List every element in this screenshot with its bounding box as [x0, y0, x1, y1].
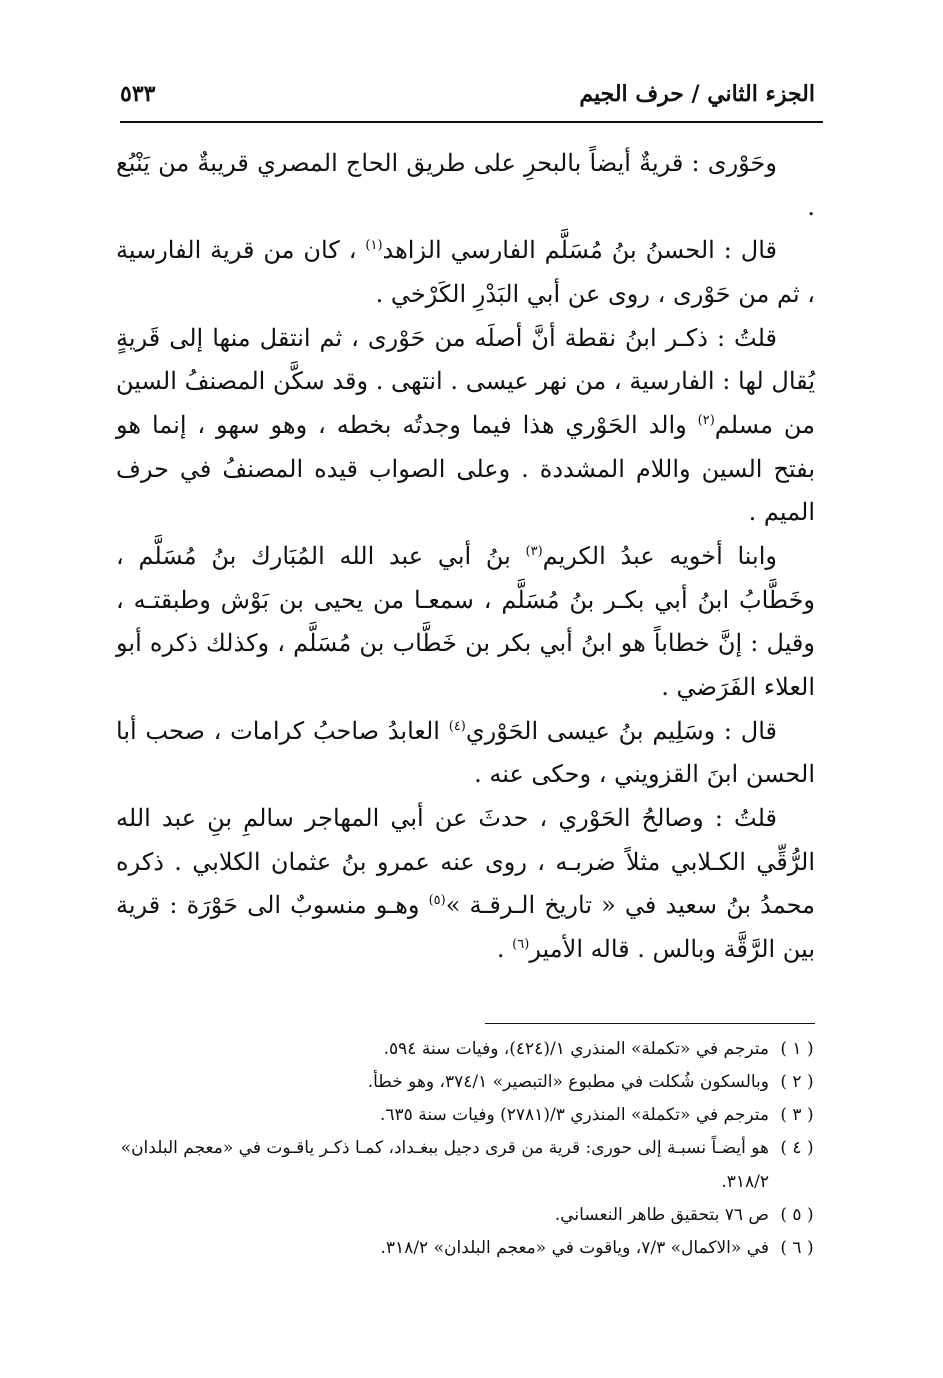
- paragraph-text: وابنا أخويه عبدُ الكريم: [542, 542, 777, 571]
- footnote-ref: (٢): [697, 413, 715, 429]
- footnote-1: [116, 1033, 821, 1066]
- paragraph-hasan-bin-musallam: [116, 229, 815, 316]
- paragraph-hawra: [116, 142, 815, 229]
- footnote-number: ( ٤ ): [780, 1138, 814, 1159]
- footnote-ref: (٤): [448, 718, 466, 734]
- footnote-number: ( ٢ ): [780, 1072, 814, 1093]
- paragraph-abd-al-karim: [116, 535, 815, 710]
- paragraph-text: قلتُ : ذكـر ابنُ نقطة أنَّ أصلَه من حَوْرى ، ثم انتقل منها إلى قَريةٍ يُقال لها : الفارسية ، من نهر عيسى . انتهى . وقد سكَّن المصنفُ السين من مسلم: [116, 323, 815, 440]
- page-number: ٥٣٣: [120, 81, 156, 107]
- header-rule: [120, 121, 823, 123]
- footnote-ref: (٥): [428, 893, 446, 909]
- paragraph-text: ، كان من قرية الفارسية ، ثم من حَوْرى ، روى عن أبي البَدْرِ الكَرْخي .: [116, 236, 815, 309]
- paragraph-text: وهـو منسوبٌ الى حَوْرَة : قرية بين الرَّقَّة وبالس . قاله الأمير: [116, 891, 815, 964]
- footnote-6: [116, 1232, 821, 1265]
- footnotes: [116, 1033, 821, 1265]
- paragraph-text: وحَوْرى : قريةٌ أيضاً بالبحرِ على طريق الحاج المصري قريبةٌ من يَنْبُع .: [116, 149, 815, 221]
- paragraph-ibn-nuqta: [116, 317, 815, 535]
- paragraph-text: والد الحَوْري هذا فيما وجدتُه بخطه ، وهو سهو ، إنما هو بفتح السين واللام المشددة . وعلى الصواب قيده المصنفُ في حرف الميم .: [116, 411, 815, 527]
- paragraph-text: قال : الحسنُ بنُ مُسَلَّم الفارسي الزاهد: [382, 236, 777, 265]
- footnote-text: وبالسكون شُكلت في مطبوع «التبصير» ٣٧٤/١، وهو خطأ.: [367, 1072, 769, 1093]
- footnote-ref: (٦): [512, 937, 530, 953]
- page-header: [120, 74, 815, 114]
- footnote-separator: [485, 1023, 815, 1024]
- footnote-2: [116, 1066, 821, 1099]
- footnote-text: هو أيضـاً نسبـة إلى حورى: قرية من قرى دجيل ببغـداد، كمـا ذكـر ياقـوت في «معجم البلدان» ٣١٨/٢.: [120, 1138, 769, 1192]
- footnote-number: ( ١ ): [780, 1039, 814, 1059]
- paragraph-text: قال : وسَلِيم بنُ عيسى الحَوْري: [465, 716, 777, 745]
- footnote-5: [116, 1199, 821, 1232]
- footnote-number: ( ٣ ): [780, 1105, 814, 1126]
- footnote-3: [116, 1099, 821, 1132]
- paragraph-text: قلتُ : وصالحُ الحَوْري ، حدثَ عن أبي المهاجر سالمِ بنِ عبد الله الرُّقِّي الكـلابي مثلاً ضربـه ، روى عنه عمرو بنُ عثمان الكلابي . ذكره محمدُ بنُ سعيد في « تاريخ الـرقـة »: [116, 804, 816, 920]
- footnote-text: ص ٧٦ بتحقيق طاهر النعساني.: [554, 1204, 769, 1225]
- running-title: الجزء الثاني / حرف الجيم: [579, 81, 815, 107]
- footnote-text: في «الاكمال» ٧/٣، وياقوت في «معجم البلدان» ٣١٨/٢.: [380, 1237, 769, 1258]
- footnote-4: [116, 1132, 821, 1198]
- main-text: [116, 142, 815, 972]
- paragraph-text: العابدُ صاحبُ كرامات ، صحب أبا الحسن ابنَ القزويني ، وحكى عنه .: [116, 716, 815, 789]
- paragraph-text: بنُ أبي عبد الله المُبَارك بنُ مُسَلَّم ، وخَطَّابُ ابنُ أبي بكـر بنُ مُسَلَّم ، سمعـا من يحيى بن بَوْش وطبقتـه ، وقيل : إنَّ خطاباً هو ابنُ أبي بكر بن خَطَّاب بن مُسَلَّم ، وكذلك ذكره أبو العلاء الفَرَضي .: [116, 542, 815, 702]
- footnote-text: مترجم في «تكملة» المنذري ١/(٤٢٤)، وفيات سنة ٥٩٤.: [383, 1039, 769, 1059]
- footnote-ref: (٣): [525, 544, 543, 560]
- footnote-number: ( ٦ ): [780, 1237, 814, 1258]
- footnote-text: مترجم في «تكملة» المنذري ٣/(٢٧٨١) وفيات سنة ٦٣٥.: [380, 1105, 769, 1126]
- paragraph-text: .: [496, 935, 513, 964]
- footnote-number: ( ٥ ): [780, 1204, 814, 1225]
- paragraph-salim-bin-isa: [116, 710, 815, 797]
- footnote-ref: (١): [365, 238, 383, 254]
- paragraph-salih-al-hawri: [116, 797, 815, 972]
